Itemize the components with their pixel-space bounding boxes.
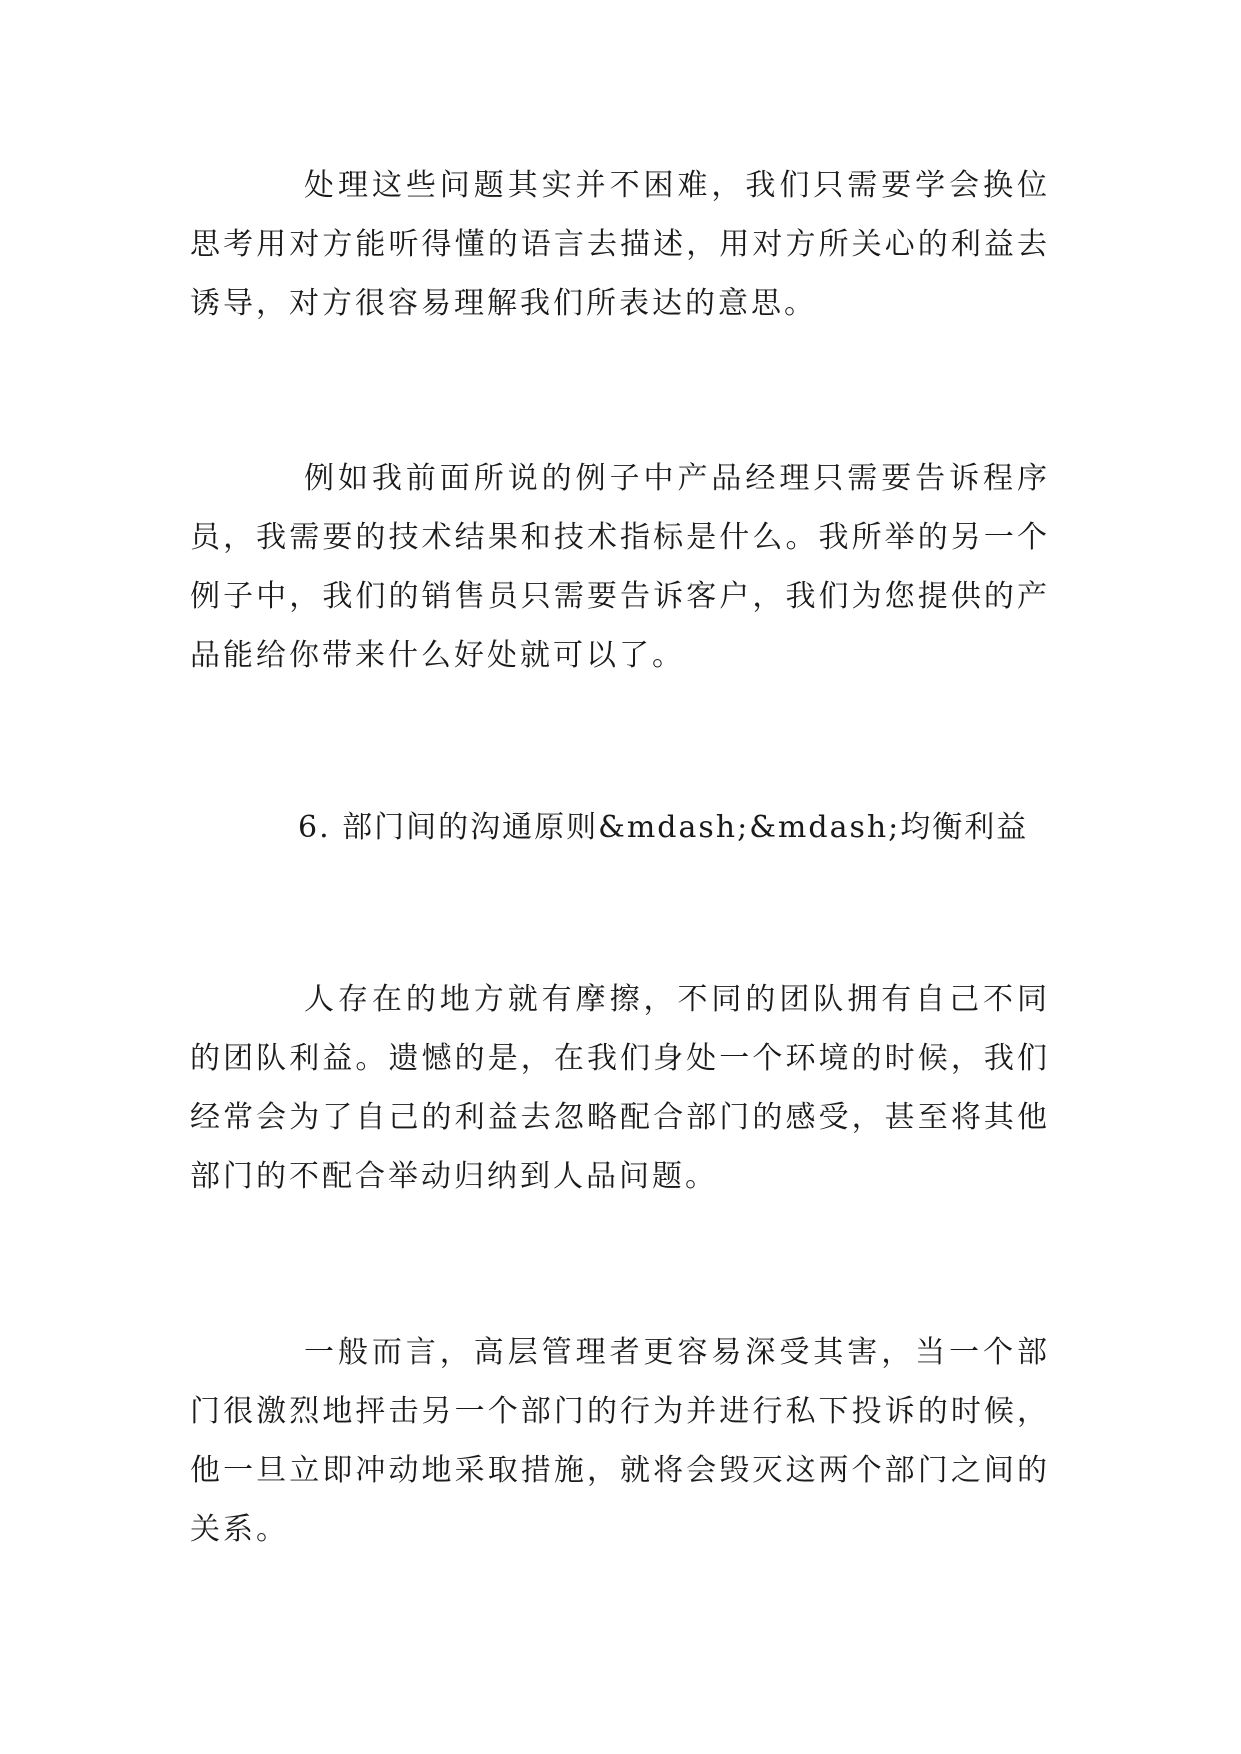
paragraph-team-friction: 人存在的地方就有摩擦，不同的团队拥有自己不同的团队利益。遗憾的是，在我们身处一个环境的时候，我们经常会为了自己的利益去忽略配合部门的感受，甚至将其他部门的不配合举动归纳到人品问题。 [190, 982, 1050, 1194]
paragraph-example: 例如我前面所说的例子中产品经理只需要告诉程序员，我需要的技术结果和技术指标是什么。我所举的另一个例子中，我们的销售员只需要告诉客户，我们为您提供的产品能给你带来什么好处就可以了。 [190, 461, 1050, 673]
paragraph-management: 一般而言，高层管理者更容易深受其害，当一个部门很激烈地抨击另一个部门的行为并进行私下投诉的时候，他一旦立即冲动地采取措施，就将会毁灭这两个部门之间的关系。 [190, 1335, 1050, 1547]
section-heading: 6. 部门间的沟通原则&mdash;&mdash;均衡利益 [298, 810, 1029, 845]
paragraph-perspective-taking: 处理这些问题其实并不困难，我们只需要学会换位思考用对方能听得懂的语言去描述，用对方所关心的利益去诱导，对方很容易理解我们所表达的意思。 [190, 168, 1050, 321]
